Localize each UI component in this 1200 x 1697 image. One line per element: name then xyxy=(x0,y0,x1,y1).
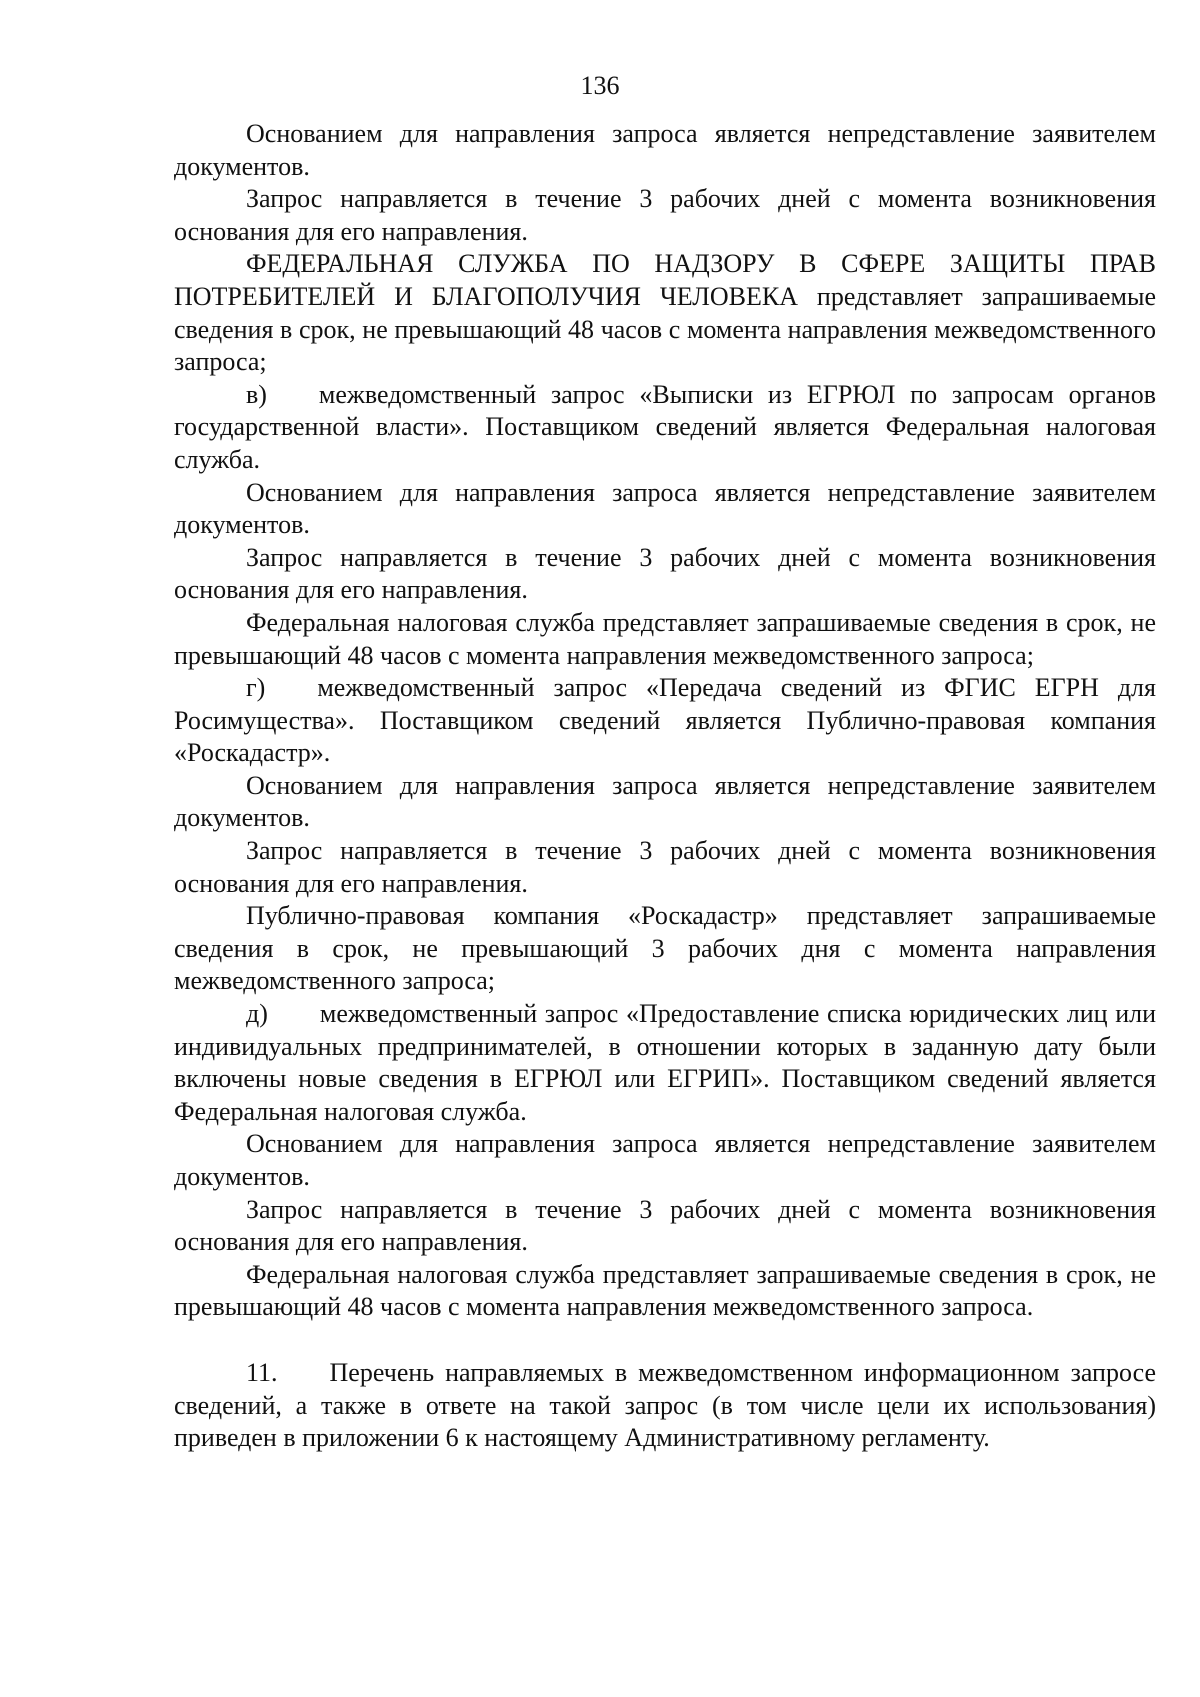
paragraph-roskadastr-response: Публично-правовая компания «Роскадастр» представляет запрашиваемые сведения в срок, не превышающий 3 рабочих дня с момента направления межведомственного запроса; xyxy=(174,901,1156,996)
paragraph-item-d: д) межведомственный запрос «Предоставление списка юридических лиц или индивидуальных предпринимателей, в отношении которых в заданную дату были включены новые сведения в ЕГРЮЛ или ЕГРИП». Поставщиком сведений является Федеральная налоговая служба. xyxy=(174,999,1156,1126)
paragraph-basis-1: Основанием для направления запроса является непредставление заявителем документов. xyxy=(174,119,1156,181)
paragraph-deadline-2: Запрос направляется в течение 3 рабочих дней с момента возникновения основания для его направления. xyxy=(174,542,1156,605)
document-body xyxy=(174,118,1156,1455)
paragraph-section-11: 11. Перечень направляемых в межведомственном информационном запросе сведений, а также в ответе на такой запрос (в том числе цели их использования) приведен в приложении 6 к настоящему Административному регламенту. xyxy=(174,1357,1156,1453)
paragraph-deadline-3: Запрос направляется в течение 3 рабочих дней с момента возникновения основания для его направления. xyxy=(174,836,1156,898)
paragraph-basis-3: Основанием для направления запроса является непредставление заявителем документов. xyxy=(174,770,1156,833)
section-spacer xyxy=(174,1324,1156,1357)
paragraph-deadline-1: Запрос направляется в течение 3 рабочих дней с момента возникновения основания для его направления. xyxy=(174,184,1156,246)
paragraph-item-v: в) межведомственный запрос «Выписки из ЕГРЮЛ по запросам органов государственной власти». Поставщиком сведений является Федеральная налоговая служба. xyxy=(174,379,1156,474)
page-number: 136 xyxy=(580,71,620,100)
paragraph-rospotrebnadzor-response: ФЕДЕРАЛЬНАЯ СЛУЖБА ПО НАДЗОРУ В СФЕРЕ ЗАЩИТЫ ПРАВ ПОТРЕБИТЕЛЕЙ И БЛАГОПОЛУЧИЯ ЧЕЛОВЕКА представляет запрашиваемые сведения в срок, не превышающий 48 часов с момента направления межведомственного запроса; xyxy=(174,249,1156,377)
paragraph-basis-2: Основанием для направления запроса является непредставление заявителем документов. xyxy=(174,477,1156,540)
paragraph-fns-response-1: Федеральная налоговая служба представляет запрашиваемые сведения в срок, не превышающий 48 часов с момента направления межведомственного запроса; xyxy=(174,607,1156,670)
paragraph-item-g: г) межведомственный запрос «Передача сведений из ФГИС ЕГРН для Росимущества». Поставщиком сведений является Публично-правовая компания «Роскадастр». xyxy=(174,673,1156,768)
paragraph-fns-response-2: Федеральная налоговая служба представляет запрашиваемые сведения в срок, не превышающий 48 часов с момента направления межведомственного запроса. xyxy=(174,1259,1156,1322)
paragraph-basis-4: Основанием для направления запроса является непредставление заявителем документов. xyxy=(174,1129,1156,1191)
paragraph-deadline-4: Запрос направляется в течение 3 рабочих дней с момента возникновения основания для его направления. xyxy=(174,1194,1156,1257)
